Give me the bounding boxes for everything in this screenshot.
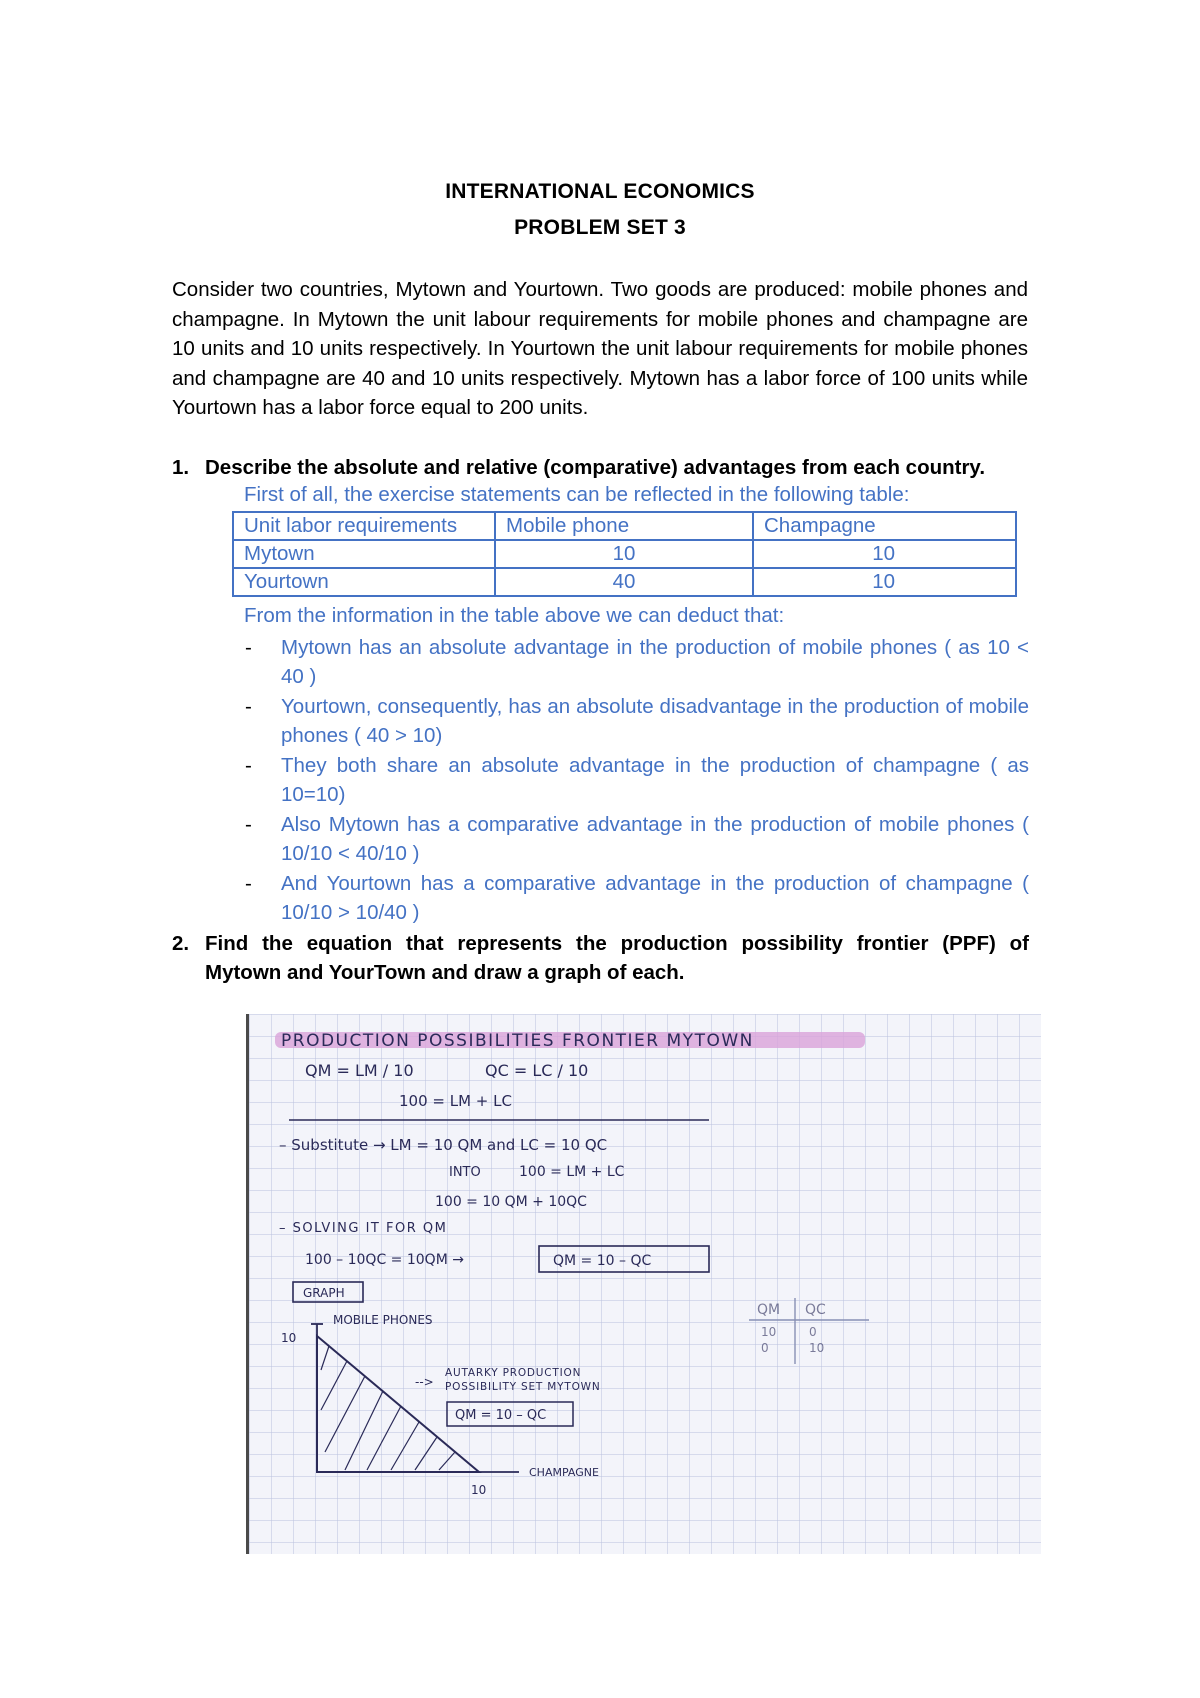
bullet-dash: - <box>245 754 252 777</box>
list-item-text: And Yourtown has a comparative advantage in the production of champagne ( 10/10 > 10/40 ) <box>281 872 1029 924</box>
table-header-cell: Unit labor requirements <box>233 512 495 540</box>
table-header-cell: Mobile phone <box>495 512 753 540</box>
list-item-text: Mytown has an absolute advantage in the production of mobile phones ( as 10 < 40 ) <box>281 636 1029 688</box>
question-1 <box>172 453 1029 482</box>
annotation-arrow: --> <box>415 1375 434 1389</box>
graph-label: GRAPH <box>303 1286 345 1300</box>
annotation-line-2: POSSIBILITY SET MYTOWN <box>445 1381 601 1393</box>
y-tick-10: 10 <box>281 1331 297 1345</box>
document-subtitle: PROBLEM SET 3 <box>514 216 686 239</box>
list-item <box>244 692 1029 750</box>
expanded-equation: 100 = 10 QM + 10QC <box>435 1194 587 1210</box>
bullet-dash: - <box>245 872 252 895</box>
list-item <box>244 810 1029 868</box>
table-cell-value: 10 <box>753 568 1016 596</box>
graph-equation: QM = 10 – QC <box>455 1408 547 1423</box>
question-2-number: 2. <box>172 932 190 955</box>
list-item <box>244 633 1029 691</box>
x-tick-10: 10 <box>471 1483 487 1497</box>
handwritten-notes-svg <box>249 1014 1041 1554</box>
table-cell-value: 40 <box>495 568 753 596</box>
advantage-list <box>244 633 1029 928</box>
solving-step: – SOLVING IT FOR QM <box>279 1221 448 1236</box>
mini-table-cell: 0 <box>809 1325 817 1339</box>
list-item <box>244 869 1029 927</box>
x-axis-label: CHAMPAGNE <box>529 1466 599 1479</box>
annotation-line-1: AUTARKY PRODUCTION <box>445 1367 582 1379</box>
result-equation: QM = 10 – QC <box>553 1253 652 1269</box>
y-axis-label: MOBILE PHONES <box>333 1313 433 1327</box>
question-1-text: Describe the absolute and relative (comparative) advantages from each country. <box>205 456 986 479</box>
mini-table-header: QC <box>805 1302 826 1318</box>
table-row <box>233 568 1016 596</box>
handwritten-solution-photo <box>246 1014 1041 1554</box>
question-2-text: Find the equation that represents the production possibility frontier (PPF) of Mytown and YourTown and draw a graph of each. <box>205 932 1029 984</box>
into-equation: 100 = LM + LC <box>519 1164 625 1180</box>
mini-table-header: QM <box>757 1302 781 1318</box>
handwritten-heading: PRODUCTION POSSIBILITIES FRONTIER MYTOWN <box>281 1031 754 1051</box>
equation-qc: QC = LC / 10 <box>485 1061 589 1080</box>
table-row <box>233 540 1016 568</box>
table-cell-value: 10 <box>495 540 753 568</box>
problem-statement: Consider two countries, Mytown and Yourtown. Two goods are produced: mobile phones and champagne. In Mytown the unit labour requirements for mobile phones and champagne are 10 units and 10 units respectively. In Yourtown the unit labour requirements for mobile phones and champagne are 40 and 10 units respectively. Mytown has a labor force of 100 units while Yourtown has a labor force equal to 200 units. <box>172 278 1028 419</box>
bullet-dash: - <box>245 636 252 659</box>
answer-1-deduction: From the information in the table above we can deduct that: <box>244 604 785 627</box>
question-1-number: 1. <box>172 456 190 479</box>
equation-labor: 100 = LM + LC <box>399 1092 512 1110</box>
solve-equation: 100 – 10QC = 10QM → <box>305 1252 464 1268</box>
mini-table-cell: 0 <box>761 1341 769 1355</box>
list-item-text: Yourtown, consequently, has an absolute disadvantage in the production of mobile phones ( 40 > 10) <box>281 695 1029 747</box>
bullet-dash: - <box>245 695 252 718</box>
table-cell-country: Yourtown <box>233 568 495 596</box>
labor-requirements-table <box>232 511 1017 597</box>
mini-table-cell: 10 <box>809 1341 825 1355</box>
table-header-row <box>233 512 1016 540</box>
answer-1-intro: First of all, the exercise statements can be reflected in the following table: <box>244 483 910 506</box>
question-2 <box>172 929 1029 987</box>
table-header-cell: Champagne <box>753 512 1016 540</box>
equation-qm: QM = LM / 10 <box>305 1061 414 1080</box>
list-item <box>244 751 1029 809</box>
bullet-dash: - <box>245 813 252 836</box>
list-item-text: Also Mytown has a comparative advantage in the production of mobile phones ( 10/10 < 40/10 ) <box>281 813 1029 865</box>
substitute-step: – Substitute → LM = 10 QM and LC = 10 QC <box>279 1136 608 1154</box>
mini-table-cell: 10 <box>761 1325 777 1339</box>
list-item-text: They both share an absolute advantage in the production of champagne ( as 10=10) <box>281 754 1029 806</box>
into-label: INTO <box>449 1165 481 1180</box>
table-cell-country: Mytown <box>233 540 495 568</box>
table-cell-value: 10 <box>753 540 1016 568</box>
document-title: INTERNATIONAL ECONOMICS <box>445 180 755 203</box>
